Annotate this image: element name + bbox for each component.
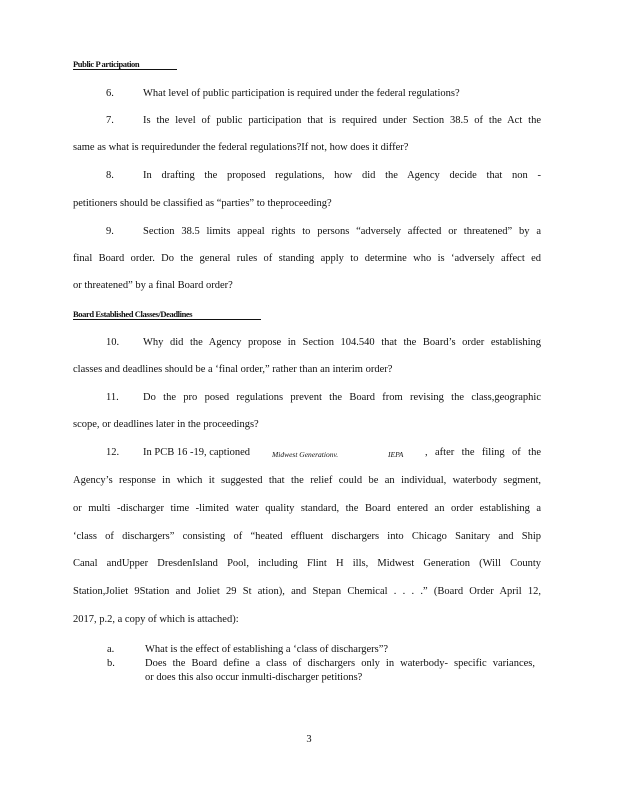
sub-item-text: What is the effect of establishing a ‘class of dischargers”? bbox=[145, 644, 389, 655]
question-text: petitioners should be classified as “parties” to theproceeding? bbox=[73, 198, 332, 209]
question-text: final Board order. Do the general rules of standing apply to determine who is ‘adversely affect ed bbox=[73, 253, 541, 264]
page-number: 3 bbox=[306, 734, 312, 745]
question-number: 9. bbox=[106, 226, 114, 237]
question-text: In drafting the proposed regulations, how did the Agency decide that non - bbox=[143, 170, 541, 181]
question-text: 2017, p.2, a copy of which is attached): bbox=[73, 614, 239, 625]
question-number: 8. bbox=[106, 170, 114, 181]
question-text: , after the filing of the bbox=[425, 447, 541, 458]
question-text: classes and deadlines should be a ‘final order,” rather than an interim order? bbox=[73, 364, 393, 375]
case-name-italic: IEPA bbox=[388, 450, 404, 459]
sub-item-letter: a. bbox=[107, 644, 115, 655]
question-text: Section 38.5 limits appeal rights to persons “adversely affected or threatened” by a bbox=[143, 226, 541, 237]
question-number: 10. bbox=[106, 337, 120, 348]
question-text: scope, or deadlines later in the proceedings? bbox=[73, 419, 259, 430]
sub-item-text: Does the Board define a class of dischargers only in waterbody- specific variances, bbox=[145, 658, 535, 669]
case-name-italic: Midwest Generationv. bbox=[272, 450, 339, 459]
question-text: Why did the Agency propose in Section 104.540 that the Board’s order establishing bbox=[143, 337, 541, 348]
section-heading-board-established: Board Established Classes/Deadlines bbox=[73, 309, 261, 320]
question-text: same as what is requiredunder the federal regulations?If not, how does it differ? bbox=[73, 142, 409, 153]
question-number: 6. bbox=[106, 88, 114, 99]
sub-item-letter: b. bbox=[107, 658, 115, 669]
question-text: Do the pro posed regulations prevent the Board from revising the class,geographic bbox=[143, 392, 541, 403]
question-number: 7. bbox=[106, 115, 114, 126]
question-text: or multi -discharger time -limited water quality standard, the Board entered an order establishing a bbox=[73, 503, 541, 514]
question-text: ‘class of dischargers” consisting of “heated effluent dischargers into Chicago Sanitary and Ship bbox=[73, 531, 541, 542]
question-text: Station,Joliet 9Station and Joliet 29 St ation), and Stepan Chemical . . . .” (Board Order April 12, bbox=[73, 586, 541, 597]
question-text: Canal andUpper DresdenIsland Pool, including Flint H ills, Midwest Generation (Will County bbox=[73, 558, 541, 569]
question-number: 12. bbox=[106, 447, 120, 458]
question-text: Is the level of public participation that is required under Section 38.5 of the Act the bbox=[143, 115, 541, 126]
section-heading-public-participation: Public P articipation bbox=[73, 59, 177, 70]
question-text: What level of public participation is required under the federal regulations? bbox=[143, 88, 460, 99]
question-text: or threatened” by a final Board order? bbox=[73, 280, 233, 291]
question-number: 11. bbox=[106, 392, 119, 403]
sub-item-text: or does this also occur inmulti-discharger petitions? bbox=[145, 672, 363, 683]
question-text: In PCB 16 -19, captioned bbox=[143, 447, 251, 458]
question-text: Agency’s response in which it suggested that the relief could be an individual, waterbody segment, bbox=[73, 475, 541, 486]
